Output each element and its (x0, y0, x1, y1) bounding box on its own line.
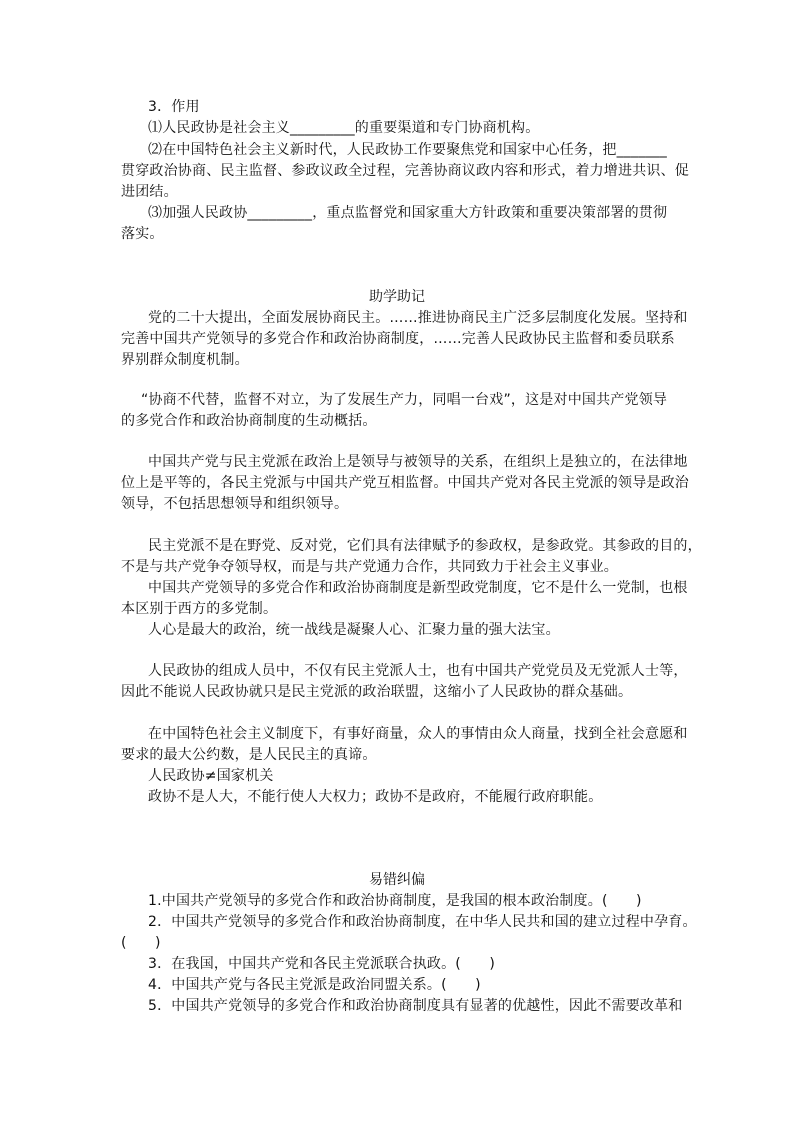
note-paragraph-3-line-3: 领导，不包括思想领导和组织领导。 (121, 496, 349, 512)
quiz-item-2-line-1: 2．中国共产党领导的多党合作和政治协商制度，在中华人民共和国的建立过程中孕育。 (148, 914, 697, 930)
note-paragraph-9-line-2: 政协不是人大，不能行使人大权力；政协不是政府，不能履行政府职能。 (148, 789, 603, 805)
quiz-item-3: 3．在我国，中国共产党和各民主党派联合执政。( ) (148, 956, 496, 972)
note-paragraph-4-line-2: 不是与共产党争夺领导权，而是与共产党通力合作，共同致力于社会主义事业。 (121, 559, 618, 575)
note-paragraph-1-line-2: 完善中国共产党领导的多党合作和政治协商制度，……完善人民政协民主监督和委员联系 (121, 331, 675, 347)
note-paragraph-8-line-1: 在中国特色社会主义制度下，有事好商量，众人的事情由众人商量，找到全社会意愿和 (148, 726, 688, 742)
note-paragraph-9-line-1: 人民政协≠国家机关 (148, 768, 274, 784)
note-paragraph-3-line-2: 位上是平等的，各民主党派与中国共产党互相监督。中国共产党对各民主党派的领导是政治 (121, 475, 689, 491)
note-paragraph-7-line-2: 因此不能说人民政协就只是民主党派的政治联盟，这缩小了人民政协的群众基础。 (121, 684, 633, 700)
quiz-item-5-line-1: 5．中国共产党领导的多党合作和政治协商制度具有显著的优越性，因此不需要改革和 (148, 998, 683, 1014)
note-paragraph-4-line-1: 民主党派不是在野党、反对党，它们具有法律赋予的参政权，是参政党。其参政的目的， (148, 538, 702, 554)
role-item-2-line-2: 贯穿政治协商、民主监督、参政议政全过程，完善协商议政内容和形式，着力增进共识、促 (121, 163, 689, 179)
quiz-item-2-line-2: ( ) (121, 935, 161, 951)
quiz-item-1: 1.中国共产党领导的多党合作和政治协商制度，是我国的根本政治制度。( ) (148, 893, 642, 909)
note-paragraph-2-line-2: 的多党合作和政治协商制度的生动概括。 (121, 413, 377, 429)
quiz-item-4: 4．中国共产党与各民主党派是政治同盟关系。( ) (148, 977, 481, 993)
note-paragraph-7-line-1: 人民政协的组成人员中，不仅有民主党派人士，也有中国共产党党员及无党派人士等， (148, 663, 688, 679)
role-item-1: ⑴人民政协是社会主义_________的重要渠道和专门协商机构。 (148, 120, 540, 136)
error-correction-title: 易错纠偏 (369, 872, 425, 888)
note-paragraph-8-line-2: 要求的最大公约数，是人民民主的真谛。 (121, 747, 377, 763)
role-item-2-line-3: 进团结。 (121, 184, 178, 200)
study-notes-title: 助学助记 (369, 289, 425, 305)
note-paragraph-2-line-1: “协商不代替，监督不对立，为了发展生产力，同唱一台戏”，这是对中国共产党领导 (141, 392, 668, 408)
role-item-2-line-1: ⑵在中国特色社会主义新时代，人民政协工作要聚焦党和国家中心任务，把_______ (148, 142, 667, 158)
note-paragraph-6-line-1: 人心是最大的政治，统一战线是凝聚人心、汇聚力量的强大法宝。 (148, 622, 560, 638)
note-paragraph-5-line-2: 本区别于西方的多党制。 (121, 601, 278, 617)
section-heading-role: 3．作用 (148, 99, 200, 115)
note-paragraph-1-line-1: 党的二十大提出，全面发展协商民主。……推进协商民主广泛多层制度化发展。坚持和 (148, 310, 688, 326)
note-paragraph-1-line-3: 界别群众制度机制。 (121, 352, 249, 368)
role-item-3-line-2: 落实。 (121, 226, 164, 242)
note-paragraph-5-line-1: 中国共产党领导的多党合作和政治协商制度是新型政党制度，它不是什么一党制，也根 (148, 580, 688, 596)
role-item-3-line-1: ⑶加强人民政协_________，重点监督党和国家重大方针政策和重要决策部署的贯彻 (148, 205, 668, 221)
note-paragraph-3-line-1: 中国共产党与民主党派在政治上是领导与被领导的关系，在组织上是独立的，在法律地 (148, 454, 688, 470)
